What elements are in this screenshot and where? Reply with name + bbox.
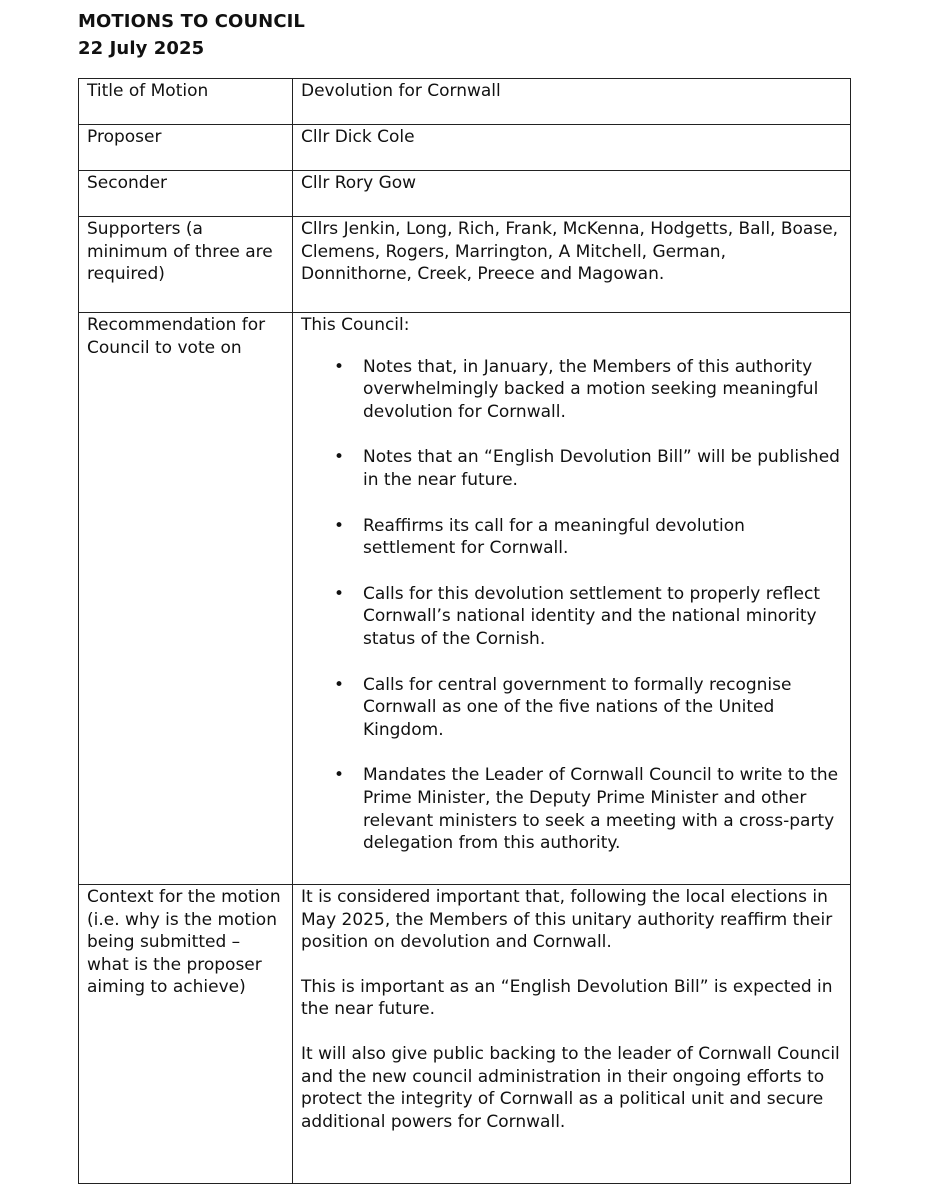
supporters-value: Cllrs Jenkin, Long, Rich, Frank, McKenna, Hodgetts, Ball, Boase, Clemens, Rogers, Marrington, A Mitchell, German, Donnithorne, Creek, Preece and Magowan.: [293, 217, 851, 313]
row-label: Seconder: [79, 171, 293, 217]
list-item: • Mandates the Leader of Cornwall Council to write to the Prime Minister, the Deputy Prime Minister and other relevant ministers to seek a meeting with a cross-party delegation from this authority.: [363, 764, 842, 854]
document-heading: [78, 8, 305, 62]
document-title: MOTIONS TO COUNCIL: [78, 11, 306, 32]
row-label: Supporters (a minimum of three are required): [79, 217, 293, 313]
list-item: • Notes that an “English Devolution Bill” will be published in the near future.: [363, 446, 842, 491]
context-paragraph: It is considered important that, following the local elections in May 2025, the Members of this unitary authority reaffirm their position on devolution and Cornwall.: [301, 887, 833, 953]
table-row-supporters: [79, 217, 851, 313]
motion-title-value: Devolution for Cornwall: [293, 79, 851, 125]
list-item: • Notes that, in January, the Members of this authority overwhelmingly backed a motion seeking meaningful devolution for Cornwall.: [363, 356, 842, 424]
context-cell: [293, 885, 851, 1184]
row-label: Context for the motion (i.e. why is the motion being submitted – what is the proposer aiming to achieve): [79, 885, 293, 1184]
proposer-value: Cllr Dick Cole: [293, 125, 851, 171]
table-row-proposer: [79, 125, 851, 171]
list-item: • Reaffirms its call for a meaningful devolution settlement for Cornwall.: [363, 515, 842, 560]
row-label: Proposer: [79, 125, 293, 171]
table-row-recommendation: [79, 313, 851, 885]
motion-table: [78, 78, 851, 1184]
recommendation-cell: [293, 313, 851, 885]
seconder-value: Cllr Rory Gow: [293, 171, 851, 217]
list-item: • Calls for central government to formally recognise Cornwall as one of the five nations of the United Kingdom.: [363, 674, 842, 742]
context-paragraph: This is important as an “English Devolution Bill” is expected in the near future.: [301, 976, 833, 1020]
table-row-seconder: [79, 171, 851, 217]
list-item: • Calls for this devolution settlement to properly reflect Cornwall’s national identity and the national minority status of the Cornish.: [363, 583, 842, 651]
recommendation-list: [301, 356, 842, 855]
row-label: Recommendation for Council to vote on: [79, 313, 293, 885]
document-date: 22 July 2025: [78, 38, 205, 59]
table-row-context: [79, 885, 851, 1184]
row-label: Title of Motion: [79, 79, 293, 125]
context-paragraph: It will also give public backing to the leader of Cornwall Council and the new council administration in their ongoing efforts to protect the integrity of Cornwall as a political unit and secure additional powers for Cornwall.: [301, 1043, 840, 1132]
recommendation-intro: This Council:: [301, 315, 410, 335]
table-row-title: [79, 79, 851, 125]
